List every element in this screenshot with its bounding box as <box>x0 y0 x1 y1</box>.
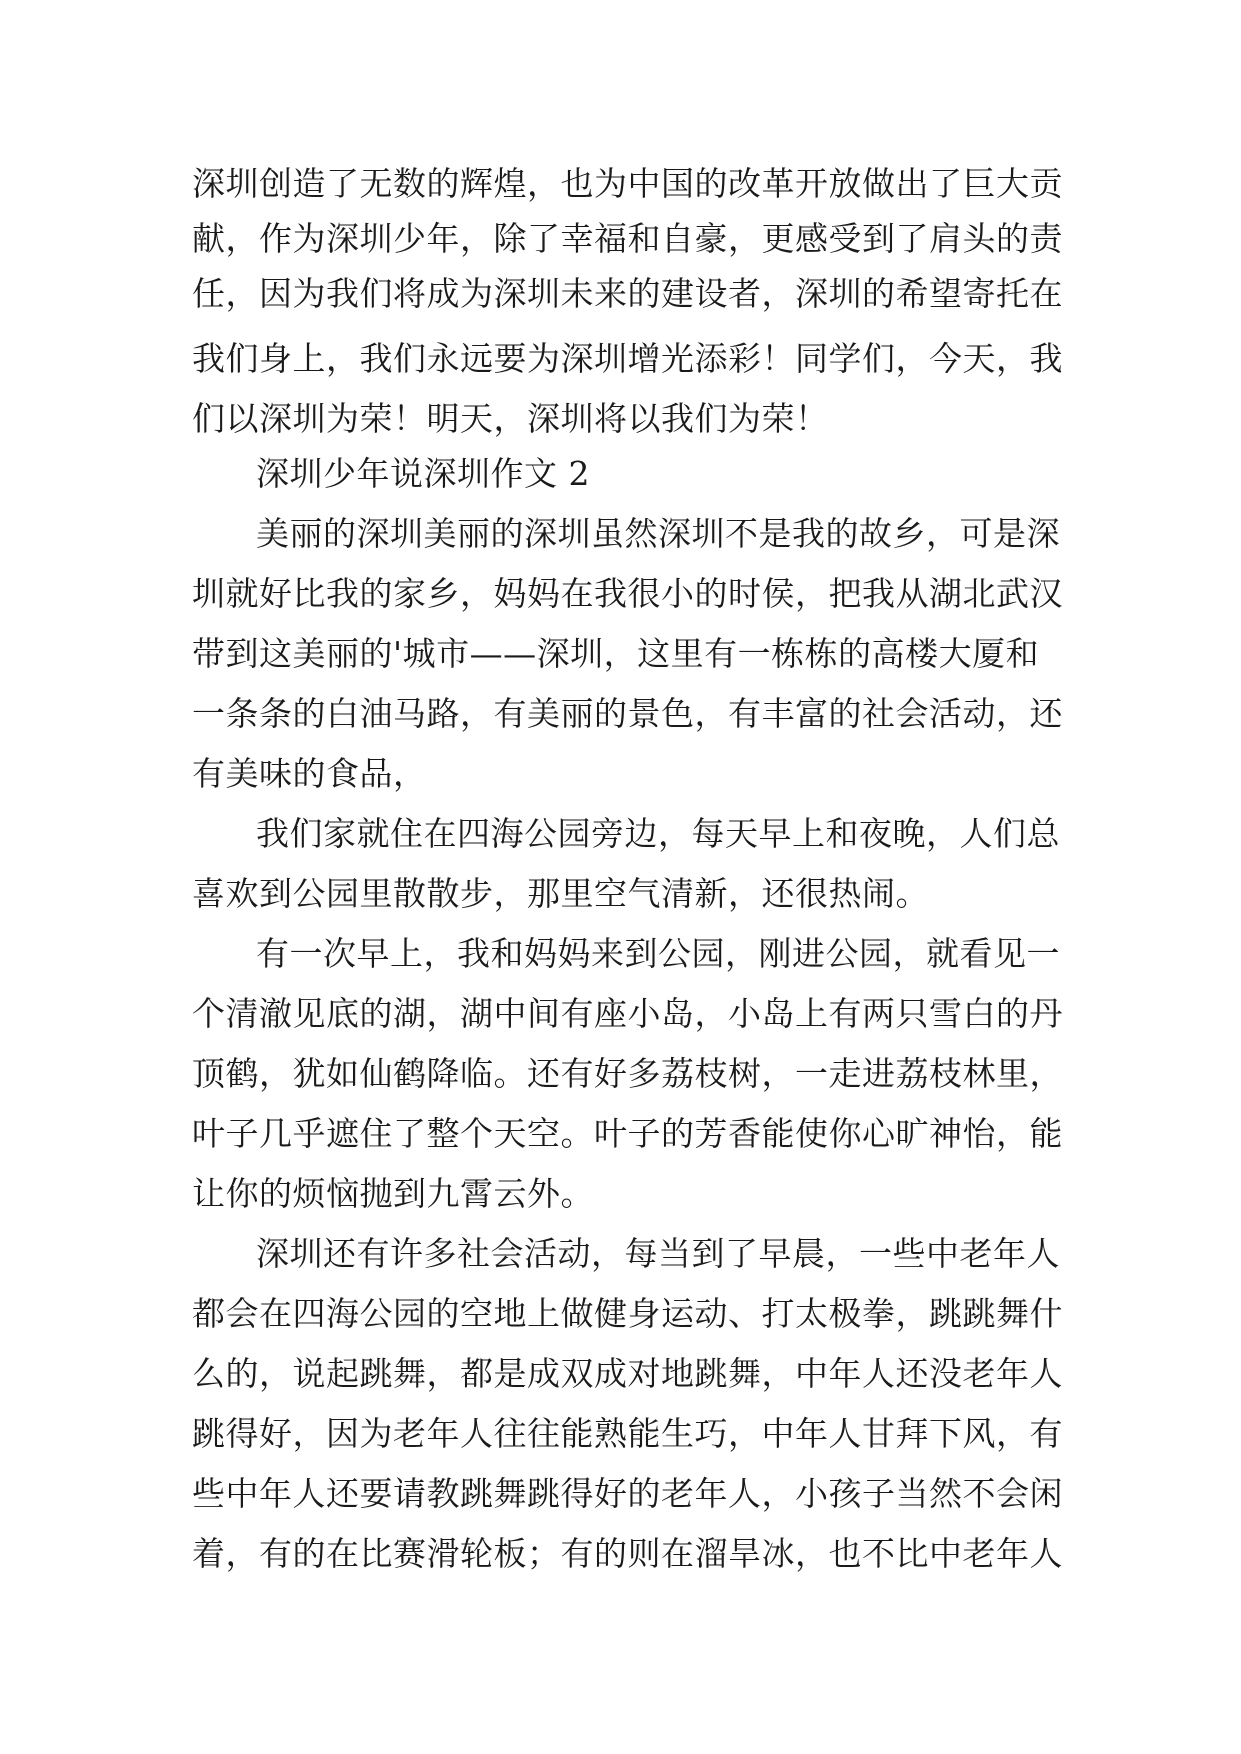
text-line: 我们身上，我们永远要为深圳增光添彩！同学们，今天，我 <box>192 339 1063 378</box>
section-heading: 深圳少年说深圳作文 2 <box>256 454 590 493</box>
text-line: 叶子几乎遮住了整个天空。叶子的芳香能使你心旷神怡，能 <box>192 1114 1063 1153</box>
text-line: 深圳还有许多社会活动，每当到了早晨，一些中老年人 <box>256 1234 1060 1273</box>
text-line: 跳得好，因为老年人往往能熟能生巧，中年人甘拜下风，有 <box>192 1414 1063 1453</box>
text-line: 都会在四海公园的空地上做健身运动、打太极拳，跳跳舞什 <box>192 1294 1063 1333</box>
text-line: 献，作为深圳少年，除了幸福和自豪，更感受到了肩头的责 <box>192 219 1063 258</box>
text-line: 美丽的深圳美丽的深圳虽然深圳不是我的故乡，可是深 <box>256 514 1060 553</box>
text-line: 深圳创造了无数的辉煌，也为中国的改革开放做出了巨大贡 <box>192 164 1063 203</box>
text-line: 我们家就住在四海公园旁边，每天早上和夜晚，人们总 <box>256 814 1060 853</box>
text-line: 们以深圳为荣！明天，深圳将以我们为荣！ <box>192 399 829 438</box>
text-line: 个清澈见底的湖，湖中间有座小岛，小岛上有两只雪白的丹 <box>192 994 1063 1033</box>
text-line: 任，因为我们将成为深圳未来的建设者，深圳的希望寄托在 <box>192 274 1063 313</box>
text-line: 顶鹤，犹如仙鹤降临。还有好多荔枝树，一走进荔枝林里， <box>192 1054 1063 1093</box>
text-line: 有美味的食品， <box>192 754 427 793</box>
text-line: 带到这美丽的'城市——深圳，这里有一栋栋的高楼大厦和 <box>192 634 1040 673</box>
text-line: 圳就好比我的家乡，妈妈在我很小的时侯，把我从湖北武汉 <box>192 574 1063 613</box>
text-line: 喜欢到公园里散散步，那里空气清新，还很热闹。 <box>192 874 929 913</box>
text-line: 让你的烦恼抛到九霄云外。 <box>192 1174 594 1213</box>
text-line: 么的，说起跳舞，都是成双成对地跳舞，中年人还没老年人 <box>192 1354 1063 1393</box>
text-line: 一条条的白油马路，有美丽的景色，有丰富的社会活动，还 <box>192 694 1063 733</box>
text-line: 有一次早上，我和妈妈来到公园，刚进公园，就看见一 <box>256 934 1060 973</box>
text-line: 着，有的在比赛滑轮板；有的则在溜旱冰，也不比中老年人 <box>192 1534 1063 1573</box>
text-line: 些中年人还要请教跳舞跳得好的老年人，小孩子当然不会闲 <box>192 1474 1063 1513</box>
